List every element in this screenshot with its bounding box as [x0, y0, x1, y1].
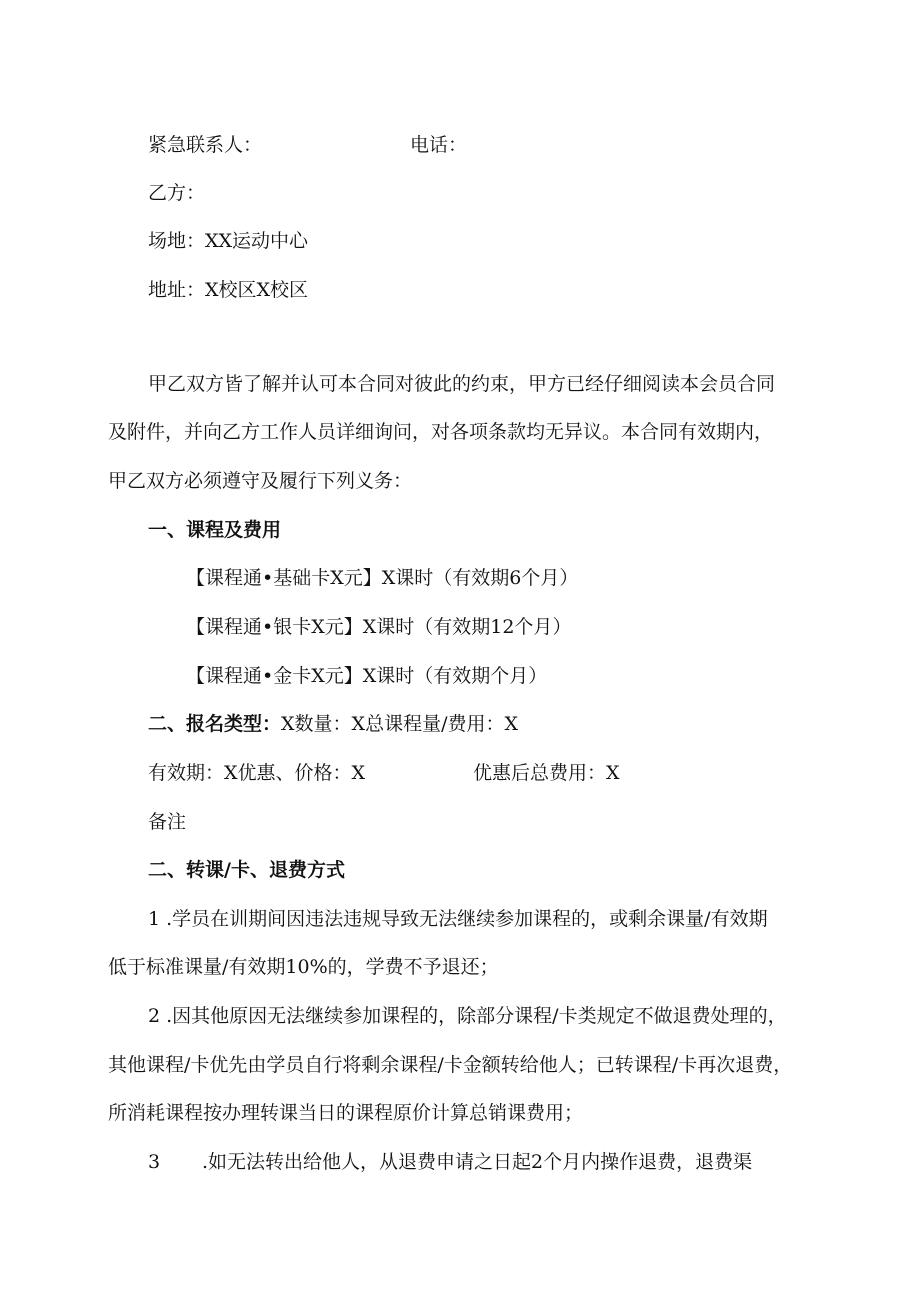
clause-1-line-1: 1 .学员在训期间因违法违规导致无法继续参加课程的，或剩余课量/有效期 — [148, 908, 768, 930]
intro-line-2: 及附件，并向乙方工作人员详细询问，对各项条款均无异议。本合同有效期内， — [108, 421, 774, 443]
section-2-title — [148, 711, 518, 737]
intro-line-1: 甲乙双方皆了解并认可本合同对彼此的约束，甲方已经仔细阅读本会员合同 — [148, 373, 776, 395]
intro-line-3: 甲乙双方必须遵守及履行下列义务： — [108, 470, 413, 492]
address-line: 地址：X校区X校区 — [148, 279, 309, 301]
emergency-contact-label: 紧急联系人： — [148, 134, 263, 156]
clause-2-line-1: 2 .因其他原因无法继续参加课程的，除部分课程/卡类规定不做退费处理的， — [148, 1005, 787, 1027]
section-2-title-rest: X数量：X总课程量/费用：X — [281, 713, 518, 735]
course-item-basic: 【课程通•基础卡X元】X课时（有效期6个月） — [186, 567, 579, 589]
section-2-title-bold: 二、报名类型： — [148, 713, 282, 735]
clause-2-line-2: 其他课程/卡优先由学员自行将剩余课程/卡金额转给他人；已转课程/卡再次退费， — [108, 1054, 793, 1076]
clause-1-line-2: 低于标准课量/有效期10%的，学费不予退还； — [108, 956, 499, 978]
validity-line: 有效期：X优惠、价格：X — [148, 762, 366, 784]
section-1-title: 一、课程及费用 — [148, 519, 282, 541]
party-b-label: 乙方： — [148, 182, 206, 204]
remark-line: 备注 — [148, 811, 187, 833]
course-item-gold: 【课程通•金卡X元】X课时（有效期个月） — [186, 665, 548, 687]
total-fee-line: 优惠后总费用：X — [473, 762, 620, 784]
section-3-title: 二、转课/卡、退费方式 — [148, 859, 345, 881]
clause-3-number: 3 — [148, 1151, 161, 1173]
course-item-silver: 【课程通•银卡X元】X课时（有效期12个月） — [186, 616, 572, 638]
venue-line: 场地：XX运动中心 — [148, 230, 309, 252]
clause-2-line-3: 所消耗课程按办理转课当日的课程原价计算总销课费用； — [108, 1102, 584, 1124]
phone-label: 电话： — [410, 134, 468, 156]
clause-3-line-1: .如无法转出给他人，从退费申请之日起2个月内操作退费，退费渠 — [202, 1151, 753, 1173]
